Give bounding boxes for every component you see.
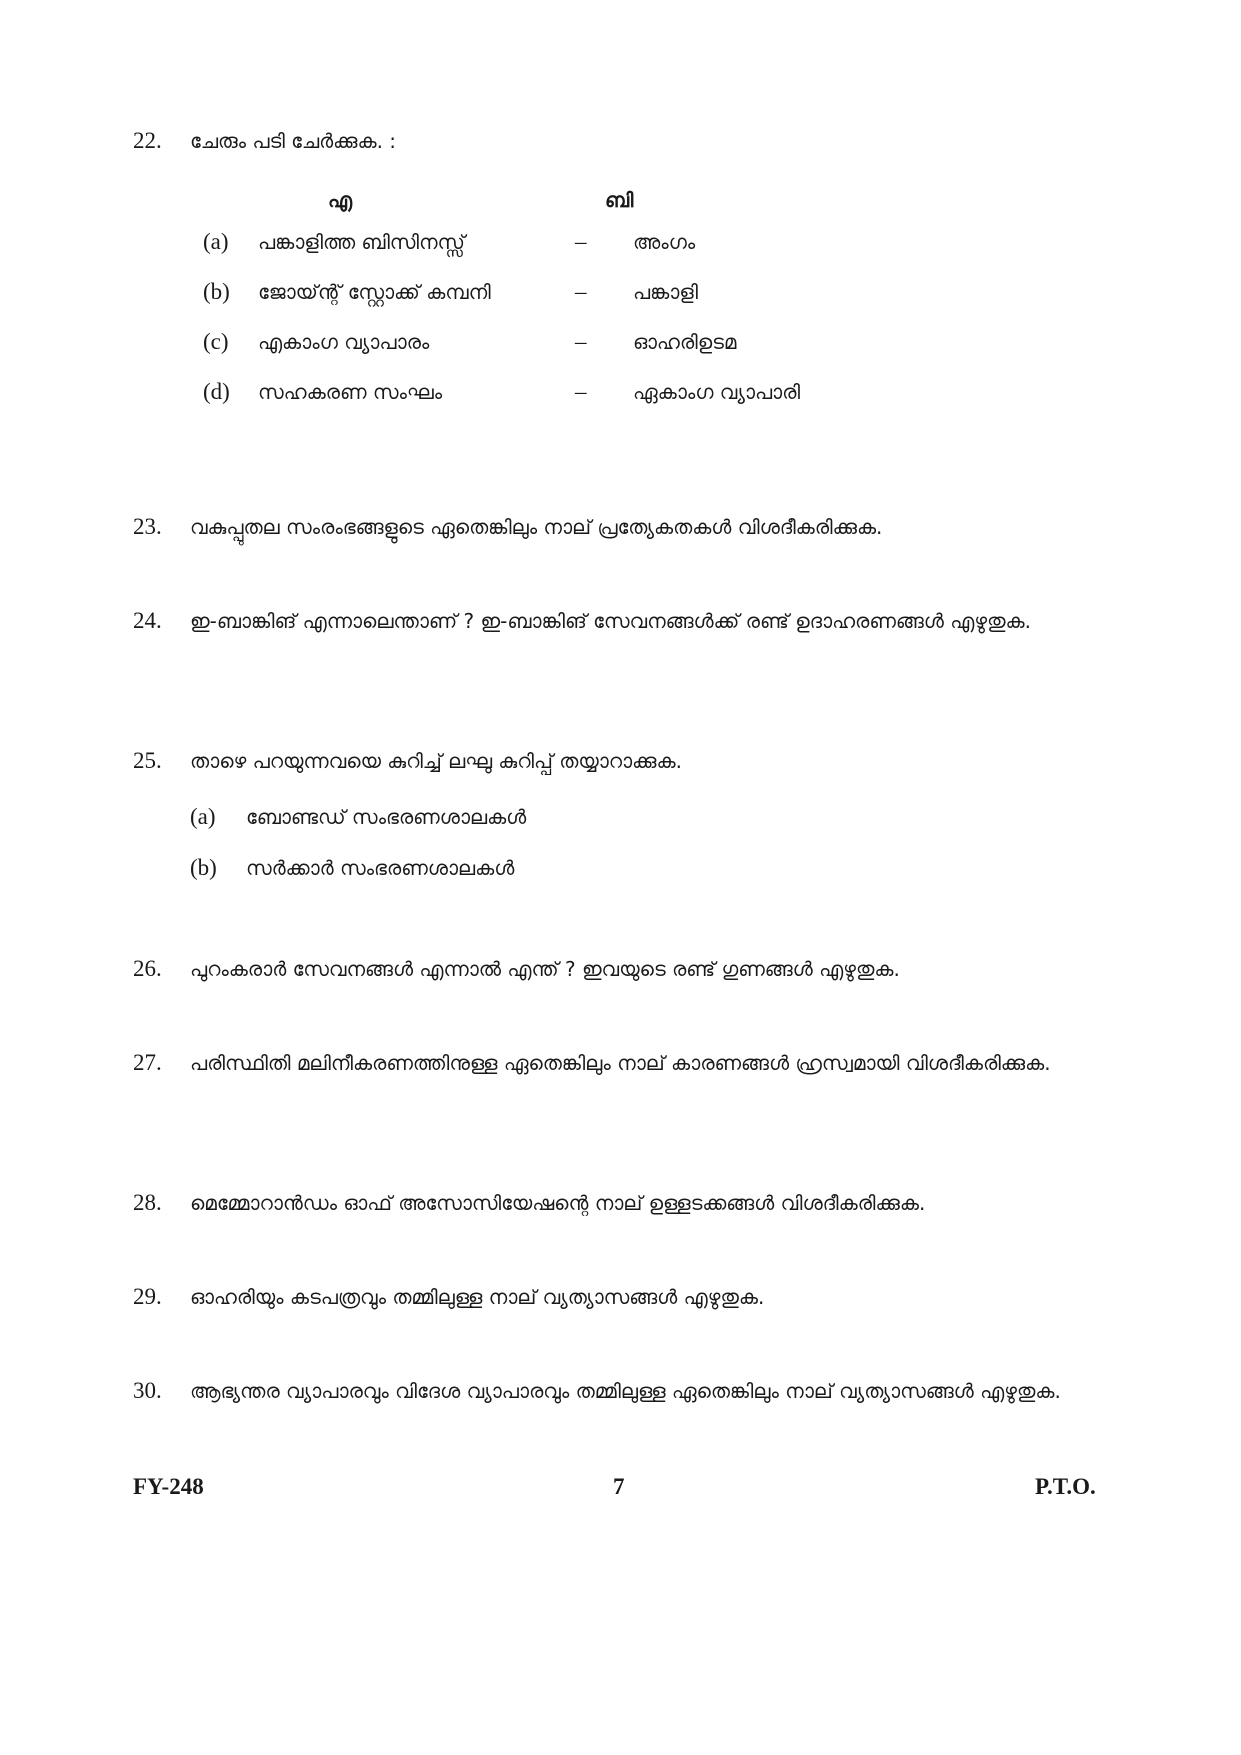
row-label: (a) xyxy=(203,229,229,254)
question-text: പുറംകരാർ സേവനങ്ങൾ എന്നാൽ എന്ത് ? ഇവയുടെ രണ്ട് ഗുണങ്ങൾ എഴുതുക. xyxy=(190,957,900,981)
column-b-item: ഏകാംഗ വ്യാപാരി xyxy=(633,380,801,404)
question-25 xyxy=(133,738,1073,784)
column-a-item: സഹകരണ സംഘം xyxy=(258,380,443,404)
sub-item xyxy=(190,848,890,888)
question-24 xyxy=(133,598,1073,644)
question-number: 27. xyxy=(133,1050,162,1075)
column-a-item: ജോയ്ന്റ് സ്റ്റോക്ക് കമ്പനി xyxy=(258,280,491,304)
question-text: പരിസ്ഥിതി മലിനീകരണത്തിനുള്ള ഏതെങ്കിലും നാല് കാരണങ്ങൾ ഹ്രസ്വമായി വിശദീകരിക്കുക. xyxy=(190,1051,1051,1075)
sub-item-label: (b) xyxy=(190,855,217,880)
dash: – xyxy=(575,329,587,354)
question-text: ഓഹരിയും കടപത്രവും തമ്മിലുള്ള നാല് വ്യത്യാസങ്ങൾ എഴുതുക. xyxy=(190,1285,765,1309)
row-label: (c) xyxy=(203,329,229,354)
question-number: 24. xyxy=(133,608,162,633)
dash: – xyxy=(575,279,587,304)
column-a-item: എകാംഗ വ്യാപാരം xyxy=(258,330,430,354)
paper-code: FY-248 xyxy=(133,1474,204,1499)
match-row xyxy=(203,272,903,312)
question-number: 29. xyxy=(133,1284,162,1309)
question-text: മെമ്മോറാൻഡം ഓഫ് അസോസിയേഷന്റെ നാല് ഉള്ളടക്കങ്ങൾ വിശദീകരിക്കുക. xyxy=(190,1191,926,1215)
question-text: ആഭ്യന്തര വ്യാപാരവും വിദേശ വ്യാപാരവും തമ്മിലുള്ള ഏതെങ്കിലും നാല് വ്യത്യാസങ്ങൾ എഴുതുക. xyxy=(190,1379,1061,1403)
column-a-item: പങ്കാളിത്ത ബിസിനസ്സ് xyxy=(258,230,465,254)
question-number: 25. xyxy=(133,748,162,773)
question-number: 30. xyxy=(133,1378,162,1403)
question-29 xyxy=(133,1274,1073,1320)
dash: – xyxy=(575,229,587,254)
question-text: താഴെ പറയുന്നവയെ കുറിച്ച് ലഘു കുറിപ്പ് തയ്യാറാക്കുക. xyxy=(190,749,682,773)
question-text: ചേരും പടി ചേർക്കുക. : xyxy=(190,129,397,153)
column-b-item: അംഗം xyxy=(633,230,696,254)
column-b-item: ഓഹരിഉടമ xyxy=(633,330,737,354)
question-23 xyxy=(133,504,1073,550)
column-b-item: പങ്കാളി xyxy=(633,280,698,304)
question-number: 22. xyxy=(133,128,162,153)
question-30 xyxy=(133,1368,1073,1414)
question-22 xyxy=(133,118,1073,164)
question-number: 28. xyxy=(133,1190,162,1215)
row-label: (d) xyxy=(203,379,230,404)
page-number: 7 xyxy=(613,1474,625,1499)
row-label: (b) xyxy=(203,279,230,304)
sub-item-text: ബോണ്ടഡ് സംഭരണശാലകൾ xyxy=(246,805,527,829)
question-28 xyxy=(133,1180,1073,1226)
column-a-header: എ xyxy=(328,188,353,212)
question-26 xyxy=(133,946,1073,992)
sub-item xyxy=(190,797,890,837)
question-text: വകുപ്പുതല സംരംഭങ്ങളുടെ ഏതെങ്കിലും നാല് പ്രത്യേകതകൾ വിശദീകരിക്കുക. xyxy=(190,515,883,539)
column-b-header: ബി xyxy=(605,188,634,212)
sub-item-label: (a) xyxy=(190,804,216,829)
pto-label: P.T.O. xyxy=(1035,1474,1096,1499)
match-row xyxy=(203,322,903,362)
question-number: 26. xyxy=(133,956,162,981)
dash: – xyxy=(575,379,587,404)
question-number: 23. xyxy=(133,514,162,539)
sub-item-text: സർക്കാർ സംഭരണശാലകൾ xyxy=(246,856,515,880)
match-row xyxy=(203,372,903,412)
question-27 xyxy=(133,1040,1073,1086)
match-row xyxy=(203,222,903,262)
question-text: ഇ-ബാങ്കിങ് എന്നാലെന്താണ് ? ഇ-ബാങ്കിങ് സേവനങ്ങൾക്ക് രണ്ട് ഉദാഹരണങ്ങൾ എഴുതുക. xyxy=(190,609,1031,633)
